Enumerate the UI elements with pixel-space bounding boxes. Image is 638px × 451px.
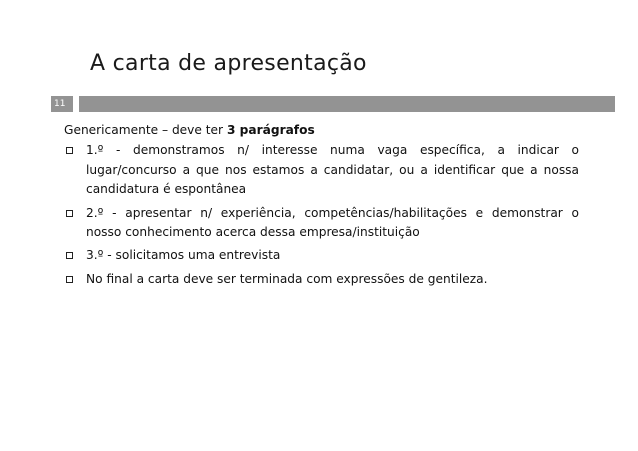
list-item-text: No final a carta deve ser terminada com expressões de gentileza. [86,271,488,286]
list-item-text: 1.º - demonstramos n/ interesse numa vaga específica, a indicar o lugar/concurso a que nos estamos a candidatar, ou a identificar que a nossa candidatura é espontânea [86,143,579,197]
list-item [64,270,579,289]
list-item-text: 2.º - apresentar n/ experiência, competências/habilitações e demonstrar o nosso conhecimento acerca dessa empresa/instituição [86,205,579,240]
intro-text: Genericamente – deve ter [64,123,227,137]
list-item [64,246,579,265]
list-item [64,204,579,243]
square-bullet-icon [66,210,73,217]
intro-bold-text: 3 parágrafos [226,123,315,137]
square-bullet-icon [66,252,73,259]
slide-content [64,121,579,289]
page-number-bar [51,96,73,112]
bullet-list [64,141,579,289]
slide-title: A carta de apresentação [90,51,367,76]
page-number: 11 [54,99,66,109]
square-bullet-icon [66,147,73,154]
list-item [64,141,579,199]
header-divider-bar [79,96,615,112]
list-item-text: 3.º - solicitamos uma entrevista [86,248,281,263]
intro-line [64,121,579,140]
square-bullet-icon [66,276,73,283]
